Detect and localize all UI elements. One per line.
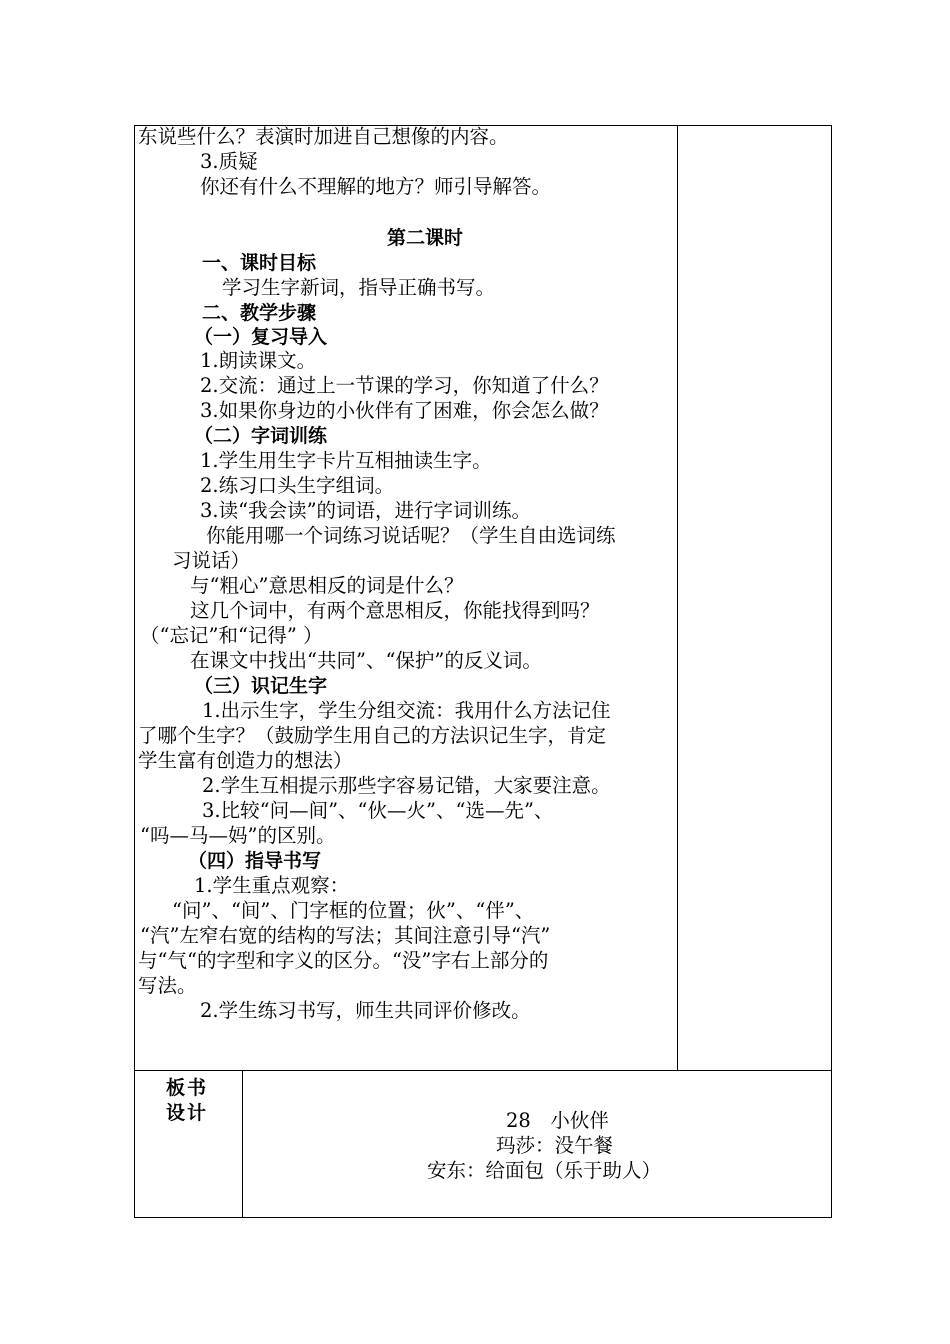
board-label: 设计 — [166, 1102, 209, 1124]
text-line: 在课文中找出“共同”、“保护”的反义词。 — [190, 649, 542, 672]
text-line: 3.如果你身边的小伙伴有了困难，你会怎么做？ — [200, 399, 609, 422]
text-line: 习说话） — [172, 549, 251, 572]
text-line: 了哪个生字？（鼓励学生用自己的方法识记生字，肯定 — [138, 724, 607, 747]
text-line: 写法。 — [138, 974, 197, 997]
text-line: 2.练习口头生字组词。 — [200, 474, 395, 497]
text-line: 2.交流：通过上一节课的学习，你知道了什么？ — [200, 374, 609, 397]
text-line: 与“气“的字型和字义的区分。“没”字右上部分的 — [138, 949, 549, 972]
table-border-left — [134, 125, 135, 1218]
text-line: 1.出示生字，学生分组交流：我用什么方法记住 — [202, 699, 611, 722]
board-line: 安东：给面包（乐于助人） — [427, 1159, 662, 1182]
text-line: 3.质疑 — [200, 150, 258, 173]
text-line: 1.学生用生字卡片互相抽读生字。 — [200, 449, 492, 472]
text-line: 3.比较“问—间”、“伙—火”、“选—先”、 — [202, 799, 554, 822]
text-line: “问”、“间”、门字框的位置；伙”、“伴”、 — [172, 899, 535, 922]
text-line: 学生富有创造力的想法） — [138, 749, 353, 772]
text-line: 1.学生重点观察： — [194, 874, 350, 897]
subheading: （四）指导书写 — [188, 850, 322, 872]
text-line: 学习生字新词，指导正确书写。 — [222, 276, 496, 299]
subheading: （一）复习导入 — [194, 326, 328, 348]
subheading: （二）字词训练 — [194, 425, 328, 447]
board-label-divider — [242, 1070, 243, 1218]
board-label: 板书 — [166, 1077, 209, 1099]
text-line: 东说些什么？表演时加进自己想像的内容。 — [138, 125, 509, 148]
text-line: 3.读“我会读”的词语，进行字词训练。 — [200, 499, 532, 522]
text-line: （“忘记”和“记得” ） — [140, 624, 323, 647]
heading: 二、教学步骤 — [202, 302, 317, 324]
section-title: 第二课时 — [387, 227, 464, 249]
text-line: 你能用哪一个词练习说话呢？（学生自由选词练 — [206, 524, 616, 547]
text-line: 你还有什么不理解的地方？师引导解答。 — [200, 175, 552, 198]
text-line: 这几个词中，有两个意思相反，你能找得到吗？ — [190, 599, 600, 622]
text-line: “吗—马—妈”的区别。 — [140, 824, 336, 847]
text-line: 1.朗读课文。 — [200, 349, 317, 372]
board-title: 28 小伙伴 — [506, 1109, 609, 1132]
table-border-bottom — [134, 1217, 832, 1218]
text-line: “汽”左窄右宽的结构的写法；其间注意引导“汽” — [140, 924, 551, 947]
text-line: 与“粗心”意思相反的词是什么？ — [190, 574, 464, 597]
subheading: （三）识记生字 — [194, 675, 328, 697]
notes-column-divider — [677, 125, 678, 1070]
table-border-right — [831, 125, 832, 1218]
heading: 一、课时目标 — [202, 252, 317, 274]
text-line: 2.学生互相提示那些字容易记错，大家要注意。 — [202, 774, 611, 797]
board-row-divider — [134, 1070, 832, 1071]
text-line: 2.学生练习书写，师生共同评价修改。 — [200, 999, 531, 1022]
board-line: 玛莎：没午餐 — [496, 1134, 614, 1157]
